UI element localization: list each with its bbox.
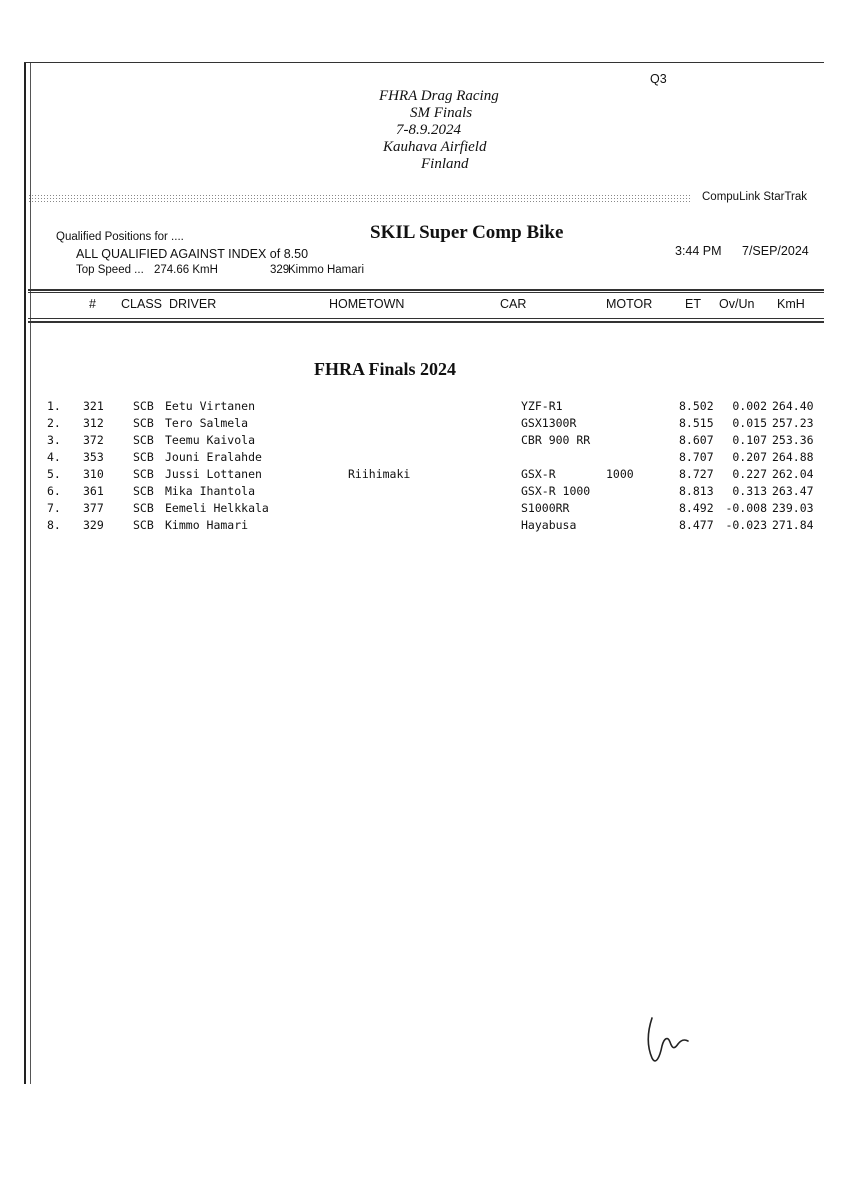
class-cell: SCB (133, 484, 154, 498)
table-row (0, 399, 848, 416)
car-cell: GSX1300R (521, 416, 577, 430)
ov-un-cell: -0.008 (725, 501, 767, 515)
class-cell: SCB (133, 433, 154, 447)
ov-un-cell: 0.313 (732, 484, 767, 498)
handwritten-signature (640, 1010, 700, 1070)
number-cell: 329 (83, 518, 104, 532)
hometown-cell: Riihimaki (348, 467, 411, 481)
number-cell: 372 (83, 433, 104, 447)
table-row (0, 501, 848, 518)
ov-un-cell: -0.023 (725, 518, 767, 532)
driver-cell: Eemeli Helkkala (165, 501, 269, 515)
ov-un-cell: 0.107 (732, 433, 767, 447)
position-cell: 5. (47, 467, 61, 481)
col-header-et: ET (685, 297, 701, 311)
car-cell: GSX-R 1000 (521, 484, 591, 498)
kmh-cell: 271.84 (772, 518, 814, 532)
position-cell: 1. (47, 399, 61, 413)
driver-cell: Eetu Virtanen (165, 399, 256, 413)
top-speed-car-number: 329 (270, 264, 290, 276)
et-cell: 8.813 (679, 484, 714, 498)
position-cell: 8. (47, 518, 61, 532)
table-row (0, 484, 848, 501)
car-cell: YZF-R1 (521, 399, 563, 413)
position-cell: 6. (47, 484, 61, 498)
col-header-number: # (89, 297, 96, 311)
class-title: SKIL Super Comp Bike (370, 222, 564, 243)
col-header-car: CAR (500, 297, 527, 311)
kmh-cell: 262.04 (772, 467, 814, 481)
page-border-left (24, 62, 26, 1084)
number-cell: 377 (83, 501, 104, 515)
et-cell: 8.502 (679, 399, 714, 413)
et-cell: 8.477 (679, 518, 714, 532)
number-cell: 361 (83, 484, 104, 498)
page-border-top (24, 62, 824, 63)
position-cell: 2. (47, 416, 61, 430)
kmh-cell: 239.03 (772, 501, 814, 515)
index-line: ALL QUALIFIED AGAINST INDEX of 8.50 (76, 247, 309, 261)
col-header-class: CLASS (121, 297, 162, 311)
car-cell: CBR 900 RR (521, 433, 591, 447)
event-title-line-3: 7-8.9.2024 (396, 122, 461, 138)
number-cell: 353 (83, 450, 104, 464)
car-cell: GSX-R (521, 467, 556, 481)
car-cell: S1000RR (521, 501, 570, 515)
kmh-cell: 257.23 (772, 416, 814, 430)
class-cell: SCB (133, 450, 154, 464)
header-rule-bottom-2 (28, 321, 824, 323)
table-row (0, 450, 848, 467)
col-header-ov-un: Ov/Un (719, 297, 755, 311)
dotted-band (28, 194, 692, 204)
ov-un-cell: 0.015 (732, 416, 767, 430)
driver-cell: Teemu Kaivola (165, 433, 256, 447)
table-row (0, 518, 848, 535)
header-rule-top (28, 289, 824, 291)
col-header-motor: MOTOR (606, 297, 653, 311)
section-title: FHRA Finals 2024 (314, 359, 457, 379)
table-row (0, 416, 848, 433)
kmh-cell: 253.36 (772, 433, 814, 447)
system-name: CompuLink StarTrak (702, 191, 808, 203)
table-row (0, 433, 848, 450)
position-cell: 3. (47, 433, 61, 447)
col-header-hometown: HOMETOWN (329, 297, 405, 311)
driver-cell: Jussi Lottanen (165, 467, 262, 481)
top-speed-value: 274.66 KmH (154, 264, 218, 276)
event-title-line-2: SM Finals (410, 105, 473, 121)
top-speed-driver: Kimmo Hamari (288, 264, 365, 276)
event-title-line-1: FHRA Drag Racing (379, 88, 499, 104)
class-cell: SCB (133, 467, 154, 481)
driver-cell: Mika Ihantola (165, 484, 256, 498)
event-title-line-5: Finland (421, 156, 469, 172)
qualified-label: Qualified Positions for .... (56, 231, 184, 243)
kmh-cell: 264.88 (772, 450, 814, 464)
col-header-driver: DRIVER (169, 297, 217, 311)
kmh-cell: 263.47 (772, 484, 814, 498)
position-cell: 7. (47, 501, 61, 515)
number-cell: 312 (83, 416, 104, 430)
top-speed-label: Top Speed ... (76, 264, 144, 276)
ov-un-cell: 0.227 (732, 467, 767, 481)
driver-cell: Kimmo Hamari (165, 518, 249, 532)
ov-un-cell: 0.002 (732, 399, 767, 413)
report-date: 7/SEP/2024 (742, 244, 809, 258)
driver-cell: Tero Salmela (165, 416, 249, 430)
et-cell: 8.492 (679, 501, 714, 515)
class-cell: SCB (133, 416, 154, 430)
heat-tag: Q3 (650, 72, 667, 86)
header-rule-bottom (28, 318, 824, 319)
driver-cell: Jouni Eralahde (165, 450, 262, 464)
ov-un-cell: 0.207 (732, 450, 767, 464)
class-cell: SCB (133, 518, 154, 532)
et-cell: 8.707 (679, 450, 714, 464)
report-time: 3:44 PM (675, 244, 722, 258)
class-cell: SCB (133, 399, 154, 413)
position-cell: 4. (47, 450, 61, 464)
kmh-cell: 264.40 (772, 399, 814, 413)
et-cell: 8.607 (679, 433, 714, 447)
event-title-line-4: Kauhava Airfield (383, 139, 487, 155)
col-header-kmh: KmH (777, 297, 805, 311)
number-cell: 321 (83, 399, 104, 413)
et-cell: 8.515 (679, 416, 714, 430)
table-row (0, 467, 848, 484)
class-cell: SCB (133, 501, 154, 515)
header-rule-top-2 (28, 292, 824, 293)
motor-cell: 1000 (606, 467, 634, 481)
car-cell: Hayabusa (521, 518, 577, 532)
et-cell: 8.727 (679, 467, 714, 481)
number-cell: 310 (83, 467, 104, 481)
page-border-left-inner (30, 62, 31, 1084)
